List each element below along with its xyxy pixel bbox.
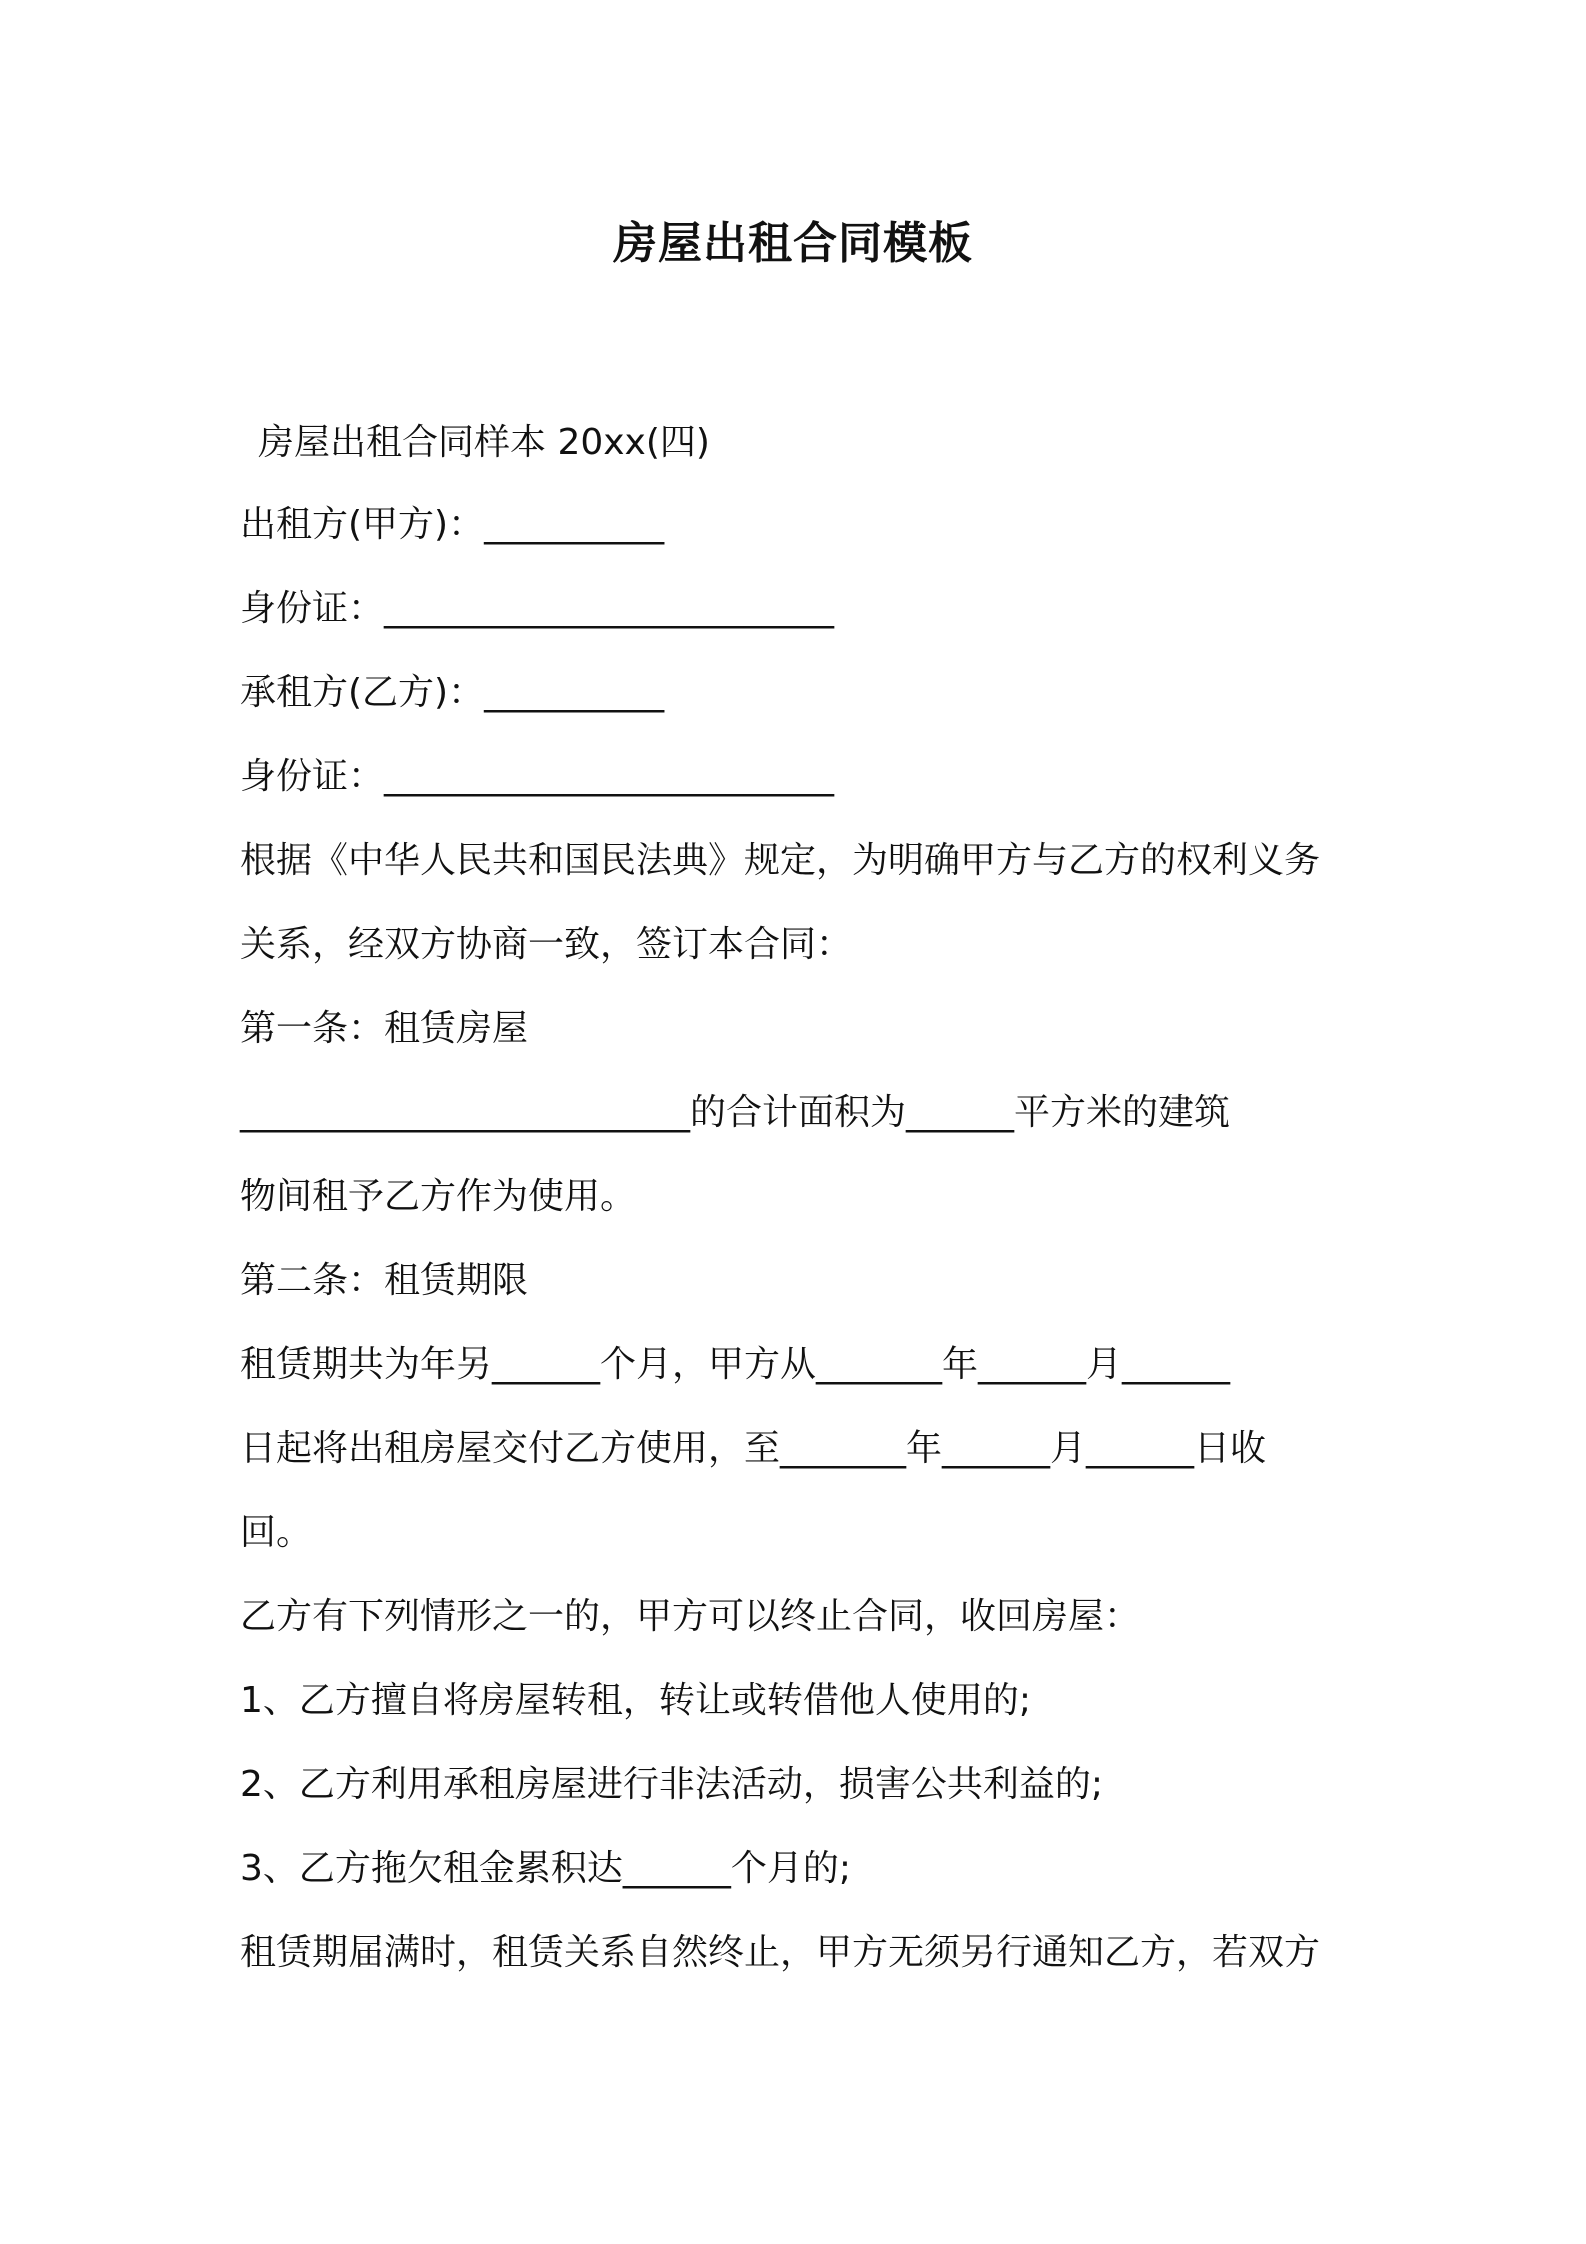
lessor-id-line: 身份证：_________________________ (240, 588, 835, 629)
article-2-text-3: 回。 (240, 1512, 313, 1553)
termination-item-3: 3、乙方拖欠租金累积达______个月的; (240, 1848, 852, 1889)
article-1-text-2: 物间租予乙方作为使用。 (240, 1176, 637, 1217)
termination-item-2: 2、乙方利用承租房屋进行非法活动，损害公共利益的; (240, 1764, 1104, 1805)
document-title: 房屋出租合同模板 (613, 218, 973, 269)
article-2-text-2: 日起将出租房屋交付乙方使用，至_______年______月______日收 (240, 1428, 1267, 1469)
lessor-line: 出租方(甲方)：__________ (240, 504, 665, 545)
article-2-heading: 第二条：租赁期限 (240, 1260, 529, 1301)
article-1-heading: 第一条：租赁房屋 (240, 1008, 529, 1049)
article-2-text-1: 租赁期共为年另______个月，甲方从_______年______月______ (240, 1344, 1231, 1385)
termination-item-1: 1、乙方擅自将房屋转租，转让或转借他人使用的; (240, 1680, 1032, 1721)
lessee-id-line: 身份证：_________________________ (240, 756, 835, 797)
preamble-line-1: 根据《中华人民共和国民法典》规定，为明确甲方与乙方的权利义务 (240, 840, 1321, 881)
expiry-text: 租赁期届满时，租赁关系自然终止，甲方无须另行通知乙方，若双方 (240, 1932, 1321, 1973)
termination-intro: 乙方有下列情形之一的，甲方可以终止合同，收回房屋： (240, 1596, 1141, 1637)
preamble-line-2: 关系，经双方协商一致，签订本合同： (240, 924, 853, 965)
lessee-line: 承租方(乙方)：__________ (240, 672, 665, 713)
article-1-text-1: _________________________的合计面积为______平方米的建筑 (240, 1092, 1231, 1133)
subtitle-line: 房屋出租合同样本 20xx(四) (258, 422, 710, 463)
